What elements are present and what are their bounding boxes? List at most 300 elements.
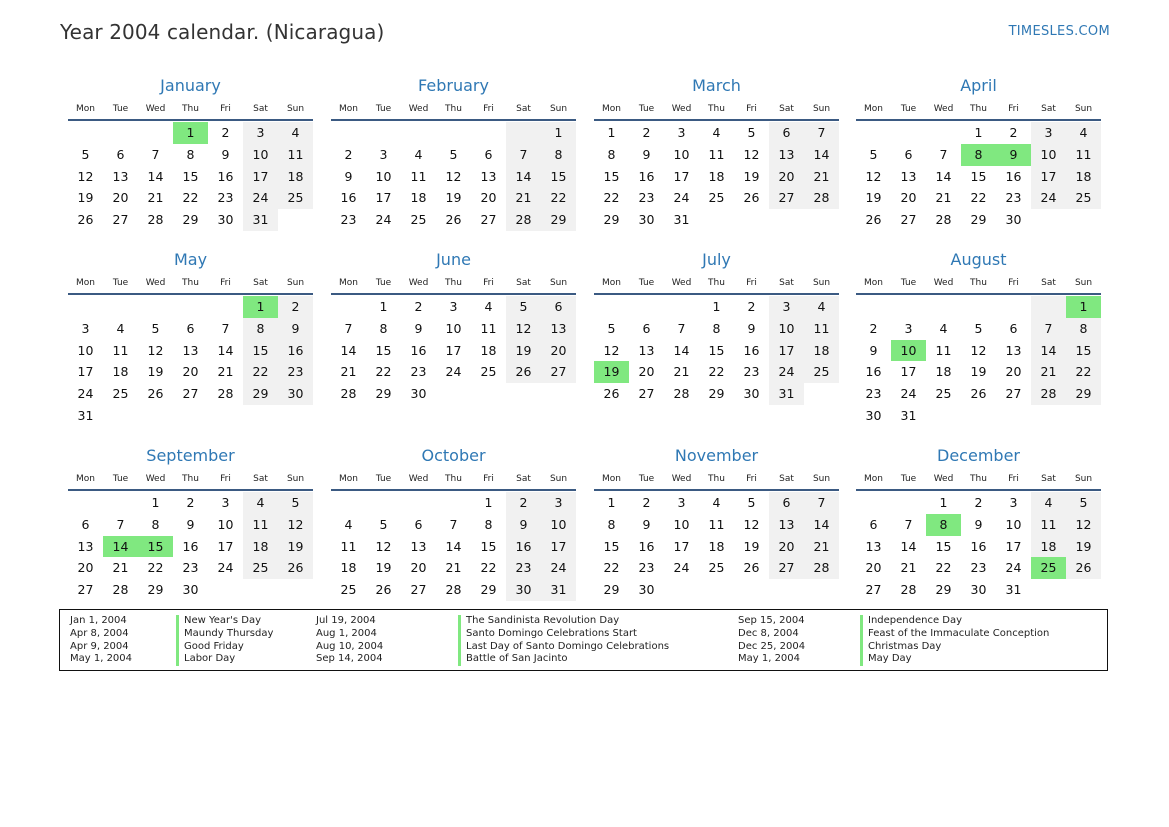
day-cell: 20 bbox=[865, 560, 882, 576]
day-cell: 25 bbox=[410, 212, 427, 227]
day-cell: 11 bbox=[708, 146, 725, 162]
day-cell: 10 bbox=[243, 144, 278, 166]
day-cell: 20 bbox=[769, 166, 804, 188]
day-cell: 5 bbox=[869, 146, 878, 162]
day-cell: 5 bbox=[607, 320, 616, 336]
day-cell: 16 bbox=[340, 190, 357, 206]
empty-day-cell bbox=[1066, 579, 1101, 601]
day-cell: 14 bbox=[506, 166, 541, 188]
day-cell: 1 bbox=[243, 296, 278, 318]
day-cell: 10 bbox=[77, 342, 94, 358]
day-cell: 17 bbox=[673, 168, 690, 184]
day-cell: 29 bbox=[480, 582, 497, 597]
day-cell: 14 bbox=[147, 168, 164, 184]
day-cell: 18 bbox=[1031, 536, 1066, 558]
month-september bbox=[68, 442, 313, 601]
month-march bbox=[594, 72, 839, 231]
empty-day-cell bbox=[961, 296, 996, 318]
day-cell: 9 bbox=[506, 514, 541, 536]
day-cell: 6 bbox=[769, 122, 804, 144]
holiday-date: Dec 25, 2004 bbox=[738, 640, 806, 652]
day-cell: 14 bbox=[900, 538, 917, 554]
day-cell: 30 bbox=[1005, 212, 1022, 227]
day-cell: 17 bbox=[77, 364, 94, 380]
day-cell: 17 bbox=[445, 342, 462, 358]
day-cell: 8 bbox=[712, 320, 721, 336]
day-cell: 4 bbox=[804, 296, 839, 318]
day-cell: 25 bbox=[278, 187, 313, 209]
day-cell: 26 bbox=[1066, 557, 1101, 579]
month-january bbox=[68, 72, 313, 231]
day-cell: 17 bbox=[217, 538, 234, 554]
day-cell: 22 bbox=[147, 560, 164, 576]
day-cell: 11 bbox=[480, 320, 497, 336]
empty-day-cell bbox=[173, 296, 208, 318]
day-cell: 23 bbox=[340, 212, 357, 227]
day-cell: 13 bbox=[638, 342, 655, 358]
empty-day-cell bbox=[891, 492, 926, 514]
day-cell: 5 bbox=[278, 492, 313, 514]
day-cell: 7 bbox=[677, 320, 686, 336]
day-cell: 9 bbox=[996, 144, 1031, 166]
weekday-label: Wed bbox=[145, 474, 166, 484]
weekday-label: Mon bbox=[864, 278, 883, 288]
day-cell: 28 bbox=[673, 386, 690, 401]
day-cell: 5 bbox=[379, 516, 388, 532]
day-cell: 22 bbox=[480, 560, 497, 576]
day-cell: 27 bbox=[1005, 386, 1022, 401]
day-cell: 28 bbox=[340, 386, 357, 401]
weekday-label: Tue bbox=[638, 474, 655, 484]
weekday-label: Thu bbox=[182, 104, 199, 114]
day-grid bbox=[68, 491, 313, 601]
weekday-label: Tue bbox=[375, 104, 392, 114]
day-cell: 1 bbox=[541, 122, 576, 144]
holiday-legend bbox=[59, 609, 1108, 671]
weekday-label: Sat bbox=[779, 474, 794, 484]
day-cell: 24 bbox=[1031, 187, 1066, 209]
weekday-label: Sun bbox=[812, 104, 831, 114]
day-cell: 26 bbox=[603, 386, 620, 401]
weekday-label: Fri bbox=[220, 104, 231, 114]
empty-day-cell bbox=[926, 405, 961, 427]
day-cell: 26 bbox=[278, 557, 313, 579]
weekday-header bbox=[594, 100, 839, 118]
day-cell: 14 bbox=[103, 536, 138, 558]
weekday-label: Fri bbox=[746, 278, 757, 288]
day-grid bbox=[331, 295, 576, 405]
weekday-label: Sat bbox=[516, 278, 531, 288]
holiday-name: Maundy Thursday bbox=[176, 628, 273, 641]
day-cell: 12 bbox=[743, 146, 760, 162]
weekday-label: Sat bbox=[516, 474, 531, 484]
day-cell: 19 bbox=[1066, 536, 1101, 558]
weekday-label: Mon bbox=[602, 474, 621, 484]
day-cell: 23 bbox=[638, 560, 655, 576]
day-cell: 31 bbox=[243, 209, 278, 231]
day-cell: 29 bbox=[147, 582, 164, 597]
day-cell: 5 bbox=[747, 495, 756, 510]
weekday-label: Mon bbox=[76, 278, 95, 288]
day-cell: 7 bbox=[221, 320, 230, 336]
day-cell: 14 bbox=[804, 514, 839, 536]
day-cell: 24 bbox=[673, 560, 690, 576]
empty-day-cell bbox=[208, 296, 243, 318]
empty-day-cell bbox=[103, 296, 138, 318]
weekday-label: Wed bbox=[933, 278, 954, 288]
day-cell: 12 bbox=[77, 168, 94, 184]
empty-day-cell bbox=[278, 209, 313, 231]
empty-day-cell bbox=[699, 209, 734, 231]
day-cell: 20 bbox=[900, 190, 917, 206]
day-cell: 17 bbox=[375, 190, 392, 206]
weekday-label: Sun bbox=[286, 474, 305, 484]
day-cell: 18 bbox=[708, 168, 725, 184]
day-cell: 13 bbox=[769, 514, 804, 536]
day-cell: 21 bbox=[506, 187, 541, 209]
weekday-label: Wed bbox=[671, 104, 692, 114]
day-cell: 24 bbox=[1005, 560, 1022, 576]
empty-day-cell bbox=[103, 122, 138, 144]
day-cell: 26 bbox=[743, 190, 760, 206]
day-cell: 11 bbox=[112, 342, 129, 358]
day-cell: 7 bbox=[506, 144, 541, 166]
day-cell: 13 bbox=[1005, 342, 1022, 358]
day-cell: 18 bbox=[243, 536, 278, 558]
weekday-label: Tue bbox=[375, 278, 392, 288]
day-cell: 5 bbox=[1066, 492, 1101, 514]
weekday-header bbox=[331, 100, 576, 118]
day-cell: 21 bbox=[112, 560, 129, 576]
weekday-label: Wed bbox=[408, 278, 429, 288]
weekday-label: Sat bbox=[253, 104, 268, 114]
day-grid bbox=[594, 491, 839, 601]
day-cell: 3 bbox=[449, 299, 458, 314]
weekday-label: Mon bbox=[339, 474, 358, 484]
day-cell: 18 bbox=[804, 340, 839, 362]
empty-day-cell bbox=[996, 296, 1031, 318]
day-cell: 16 bbox=[743, 342, 760, 358]
day-cell: 16 bbox=[638, 168, 655, 184]
day-cell: 24 bbox=[673, 190, 690, 206]
empty-day-cell bbox=[68, 296, 103, 318]
day-cell: 12 bbox=[865, 168, 882, 184]
weekday-label: Thu bbox=[708, 278, 725, 288]
holiday-name: May Day bbox=[860, 653, 912, 666]
day-cell: 27 bbox=[182, 386, 199, 401]
day-cell: 23 bbox=[743, 364, 760, 380]
day-cell: 9 bbox=[414, 320, 423, 336]
day-cell: 28 bbox=[1031, 383, 1066, 405]
month-name: March bbox=[692, 76, 741, 95]
day-cell: 1 bbox=[151, 495, 160, 510]
day-cell: 3 bbox=[81, 320, 90, 336]
day-cell: 15 bbox=[480, 538, 497, 554]
day-grid bbox=[68, 121, 313, 231]
day-cell: 12 bbox=[445, 168, 462, 184]
day-cell: 5 bbox=[151, 320, 160, 336]
weekday-label: Sun bbox=[1074, 278, 1093, 288]
month-november bbox=[594, 442, 839, 601]
day-cell: 16 bbox=[638, 538, 655, 554]
day-cell: 21 bbox=[340, 364, 357, 380]
weekday-header bbox=[68, 100, 313, 118]
empty-day-cell bbox=[769, 579, 804, 601]
day-cell: 10 bbox=[769, 318, 804, 340]
day-cell: 2 bbox=[344, 146, 353, 162]
weekday-label: Sat bbox=[779, 278, 794, 288]
day-cell: 23 bbox=[217, 190, 234, 206]
empty-day-cell bbox=[734, 209, 769, 231]
day-cell: 16 bbox=[506, 536, 541, 558]
day-cell: 2 bbox=[869, 320, 878, 336]
day-cell: 7 bbox=[904, 516, 913, 532]
day-cell: 27 bbox=[480, 212, 497, 227]
month-june bbox=[331, 246, 576, 405]
empty-day-cell bbox=[594, 296, 629, 318]
day-cell: 29 bbox=[603, 582, 620, 597]
day-cell: 7 bbox=[151, 146, 160, 162]
empty-day-cell bbox=[103, 492, 138, 514]
day-cell: 28 bbox=[147, 212, 164, 227]
empty-day-cell bbox=[506, 383, 541, 405]
day-cell: 7 bbox=[1031, 318, 1066, 340]
empty-day-cell bbox=[278, 405, 313, 427]
day-cell: 7 bbox=[804, 122, 839, 144]
weekday-label: Wed bbox=[671, 474, 692, 484]
day-cell: 18 bbox=[480, 342, 497, 358]
weekday-label: Sat bbox=[1041, 278, 1056, 288]
empty-day-cell bbox=[1066, 405, 1101, 427]
holiday-name: Independence Day bbox=[860, 615, 962, 628]
weekday-label: Sat bbox=[1041, 474, 1056, 484]
holiday-date: May 1, 2004 bbox=[70, 653, 133, 665]
day-cell: 10 bbox=[541, 514, 576, 536]
site-link[interactable]: TIMESLES.COM bbox=[1008, 24, 1110, 39]
day-cell: 20 bbox=[638, 364, 655, 380]
day-cell: 8 bbox=[379, 320, 388, 336]
empty-day-cell bbox=[173, 405, 208, 427]
day-cell: 16 bbox=[278, 340, 313, 362]
day-grid bbox=[856, 295, 1101, 427]
month-name: May bbox=[173, 250, 208, 269]
day-cell: 27 bbox=[410, 582, 427, 597]
day-cell: 19 bbox=[77, 190, 94, 206]
day-cell: 5 bbox=[974, 320, 983, 336]
day-cell: 1 bbox=[173, 122, 208, 144]
day-cell: 3 bbox=[769, 296, 804, 318]
day-cell: 24 bbox=[243, 187, 278, 209]
empty-day-cell bbox=[471, 383, 506, 405]
day-cell: 31 bbox=[673, 212, 690, 227]
day-cell: 15 bbox=[375, 342, 392, 358]
day-cell: 17 bbox=[769, 340, 804, 362]
day-cell: 13 bbox=[77, 538, 94, 554]
empty-day-cell bbox=[769, 209, 804, 231]
weekday-label: Mon bbox=[864, 474, 883, 484]
day-cell: 21 bbox=[217, 364, 234, 380]
weekday-label: Sun bbox=[286, 278, 305, 288]
day-cell: 30 bbox=[638, 212, 655, 227]
empty-day-cell bbox=[996, 405, 1031, 427]
holiday-name: Santo Domingo Celebrations Start bbox=[458, 628, 637, 641]
weekday-label: Fri bbox=[483, 474, 494, 484]
weekday-label: Mon bbox=[76, 474, 95, 484]
weekday-label: Sun bbox=[549, 474, 568, 484]
day-cell: 8 bbox=[484, 516, 493, 532]
day-cell: 11 bbox=[340, 538, 357, 554]
day-cell: 12 bbox=[743, 516, 760, 532]
day-cell: 13 bbox=[541, 318, 576, 340]
day-cell: 9 bbox=[642, 516, 651, 532]
weekday-label: Tue bbox=[375, 474, 392, 484]
day-cell: 9 bbox=[221, 146, 230, 162]
empty-day-cell bbox=[734, 579, 769, 601]
day-cell: 19 bbox=[970, 364, 987, 380]
day-cell: 1 bbox=[484, 495, 493, 510]
month-name: April bbox=[960, 76, 997, 95]
day-cell: 27 bbox=[77, 582, 94, 597]
empty-day-cell bbox=[138, 122, 173, 144]
month-name: January bbox=[160, 76, 221, 95]
day-cell: 27 bbox=[541, 361, 576, 383]
day-cell: 23 bbox=[278, 361, 313, 383]
empty-day-cell bbox=[926, 296, 961, 318]
month-august bbox=[856, 246, 1101, 427]
day-cell: 21 bbox=[1031, 361, 1066, 383]
weekday-label: Wed bbox=[145, 104, 166, 114]
day-cell: 25 bbox=[935, 386, 952, 401]
day-cell: 6 bbox=[1009, 320, 1018, 336]
day-cell: 8 bbox=[243, 318, 278, 340]
day-cell: 2 bbox=[221, 125, 230, 140]
day-cell: 2 bbox=[642, 495, 651, 510]
weekday-header bbox=[331, 470, 576, 488]
day-cell: 4 bbox=[344, 516, 353, 532]
day-cell: 28 bbox=[217, 386, 234, 401]
weekday-label: Wed bbox=[408, 104, 429, 114]
day-cell: 4 bbox=[243, 492, 278, 514]
day-cell: 23 bbox=[1005, 190, 1022, 206]
day-cell: 29 bbox=[375, 386, 392, 401]
day-grid bbox=[331, 121, 576, 231]
day-cell: 10 bbox=[1005, 516, 1022, 532]
day-cell: 10 bbox=[445, 320, 462, 336]
weekday-label: Sun bbox=[1074, 474, 1093, 484]
weekday-label: Mon bbox=[602, 278, 621, 288]
empty-day-cell bbox=[68, 122, 103, 144]
weekday-label: Tue bbox=[638, 278, 655, 288]
day-cell: 31 bbox=[1005, 582, 1022, 597]
day-cell: 6 bbox=[484, 146, 493, 162]
day-cell: 11 bbox=[935, 342, 952, 358]
empty-day-cell bbox=[1031, 579, 1066, 601]
day-cell: 14 bbox=[1031, 340, 1066, 362]
day-cell: 8 bbox=[961, 144, 996, 166]
day-cell: 25 bbox=[243, 557, 278, 579]
holiday-name: Christmas Day bbox=[860, 641, 941, 654]
day-cell: 11 bbox=[410, 168, 427, 184]
weekday-label: Sun bbox=[549, 104, 568, 114]
weekday-label: Mon bbox=[864, 104, 883, 114]
empty-day-cell bbox=[436, 122, 471, 144]
empty-day-cell bbox=[856, 492, 891, 514]
day-cell: 15 bbox=[603, 168, 620, 184]
day-cell: 11 bbox=[708, 516, 725, 532]
day-cell: 19 bbox=[743, 538, 760, 554]
weekday-label: Thu bbox=[970, 104, 987, 114]
weekday-label: Mon bbox=[339, 104, 358, 114]
empty-day-cell bbox=[1031, 296, 1066, 318]
day-cell: 25 bbox=[804, 361, 839, 383]
day-cell: 10 bbox=[1031, 144, 1066, 166]
day-cell: 19 bbox=[594, 361, 629, 383]
day-cell: 18 bbox=[708, 538, 725, 554]
empty-day-cell bbox=[856, 296, 891, 318]
day-cell: 18 bbox=[112, 364, 129, 380]
weekday-label: Wed bbox=[671, 278, 692, 288]
day-cell: 22 bbox=[603, 560, 620, 576]
month-july bbox=[594, 246, 839, 405]
empty-day-cell bbox=[366, 492, 401, 514]
day-cell: 29 bbox=[541, 209, 576, 231]
empty-day-cell bbox=[541, 383, 576, 405]
day-cell: 10 bbox=[673, 146, 690, 162]
empty-day-cell bbox=[436, 492, 471, 514]
empty-day-cell bbox=[208, 579, 243, 601]
weekday-header bbox=[68, 274, 313, 292]
holiday-date: Jan 1, 2004 bbox=[70, 615, 127, 626]
holiday-name: Good Friday bbox=[176, 641, 244, 654]
day-cell: 24 bbox=[375, 212, 392, 227]
day-cell: 1 bbox=[607, 495, 616, 510]
day-cell: 22 bbox=[603, 190, 620, 206]
empty-day-cell bbox=[1066, 209, 1101, 231]
day-cell: 28 bbox=[445, 582, 462, 597]
weekday-label: Thu bbox=[970, 278, 987, 288]
day-cell: 26 bbox=[743, 560, 760, 576]
day-cell: 19 bbox=[445, 190, 462, 206]
day-cell: 1 bbox=[607, 125, 616, 140]
page-title: Year 2004 calendar. (Nicaragua) bbox=[60, 20, 385, 44]
day-cell: 2 bbox=[278, 296, 313, 318]
day-cell: 29 bbox=[243, 383, 278, 405]
empty-day-cell bbox=[331, 296, 366, 318]
day-cell: 24 bbox=[217, 560, 234, 576]
weekday-label: Tue bbox=[112, 278, 129, 288]
day-cell: 15 bbox=[708, 342, 725, 358]
day-cell: 23 bbox=[970, 560, 987, 576]
day-cell: 31 bbox=[77, 407, 94, 423]
day-cell: 22 bbox=[375, 364, 392, 380]
day-cell: 22 bbox=[708, 364, 725, 380]
day-cell: 6 bbox=[186, 320, 195, 336]
day-cell: 21 bbox=[935, 190, 952, 206]
day-cell: 1 bbox=[939, 495, 948, 510]
empty-day-cell bbox=[208, 405, 243, 427]
weekday-label: Sun bbox=[812, 278, 831, 288]
day-cell: 23 bbox=[638, 190, 655, 206]
empty-day-cell bbox=[243, 579, 278, 601]
day-cell: 6 bbox=[116, 146, 125, 162]
day-cell: 25 bbox=[708, 190, 725, 206]
day-cell: 29 bbox=[182, 212, 199, 227]
day-cell: 24 bbox=[541, 557, 576, 579]
day-cell: 15 bbox=[935, 538, 952, 554]
day-cell: 12 bbox=[1066, 514, 1101, 536]
day-cell: 21 bbox=[673, 364, 690, 380]
day-cell: 3 bbox=[677, 495, 686, 510]
